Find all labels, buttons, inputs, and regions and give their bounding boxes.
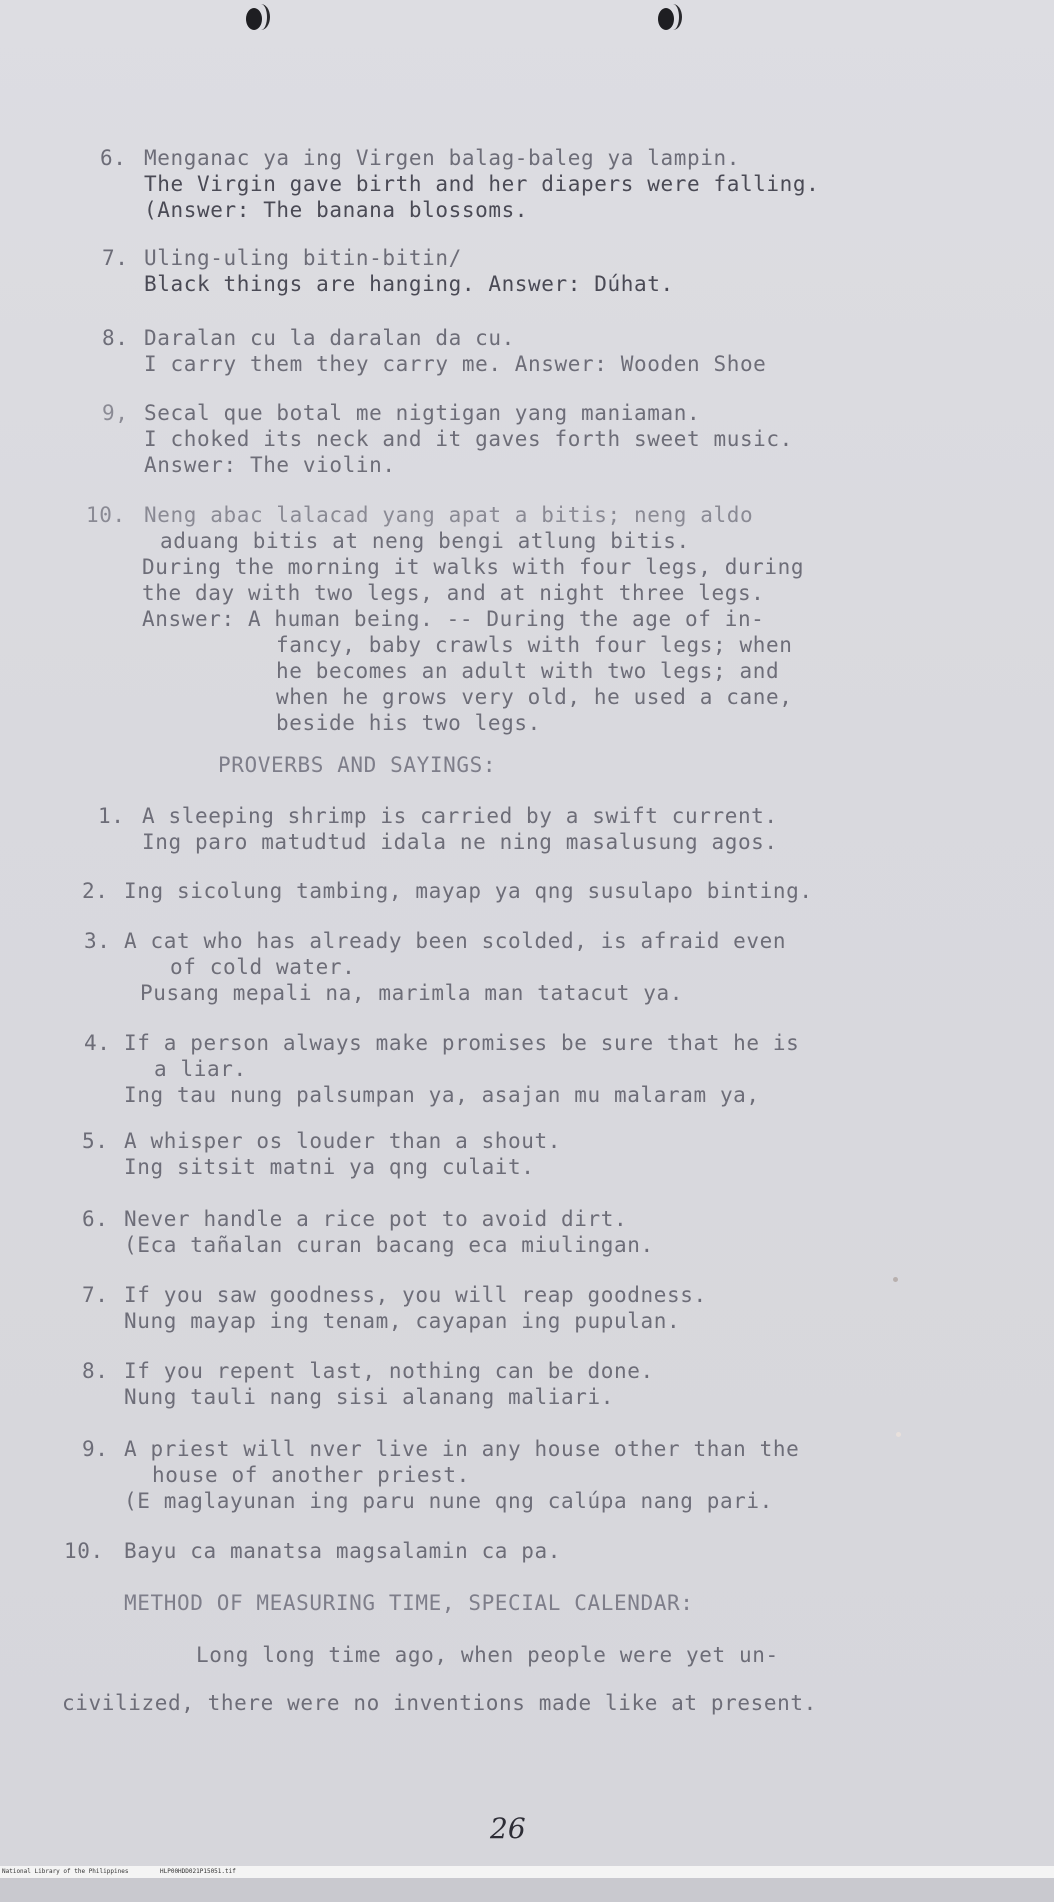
proverb-5-number: 5. [82, 1129, 109, 1153]
paragraph-line-1: Long long time ago, when people were yet un- [196, 1643, 779, 1667]
riddle-8-number: 8. [102, 326, 129, 350]
riddle-7-line-2: Black things are hanging. Answer: Dúhat. [144, 272, 674, 296]
riddle-10-line-9: beside his two legs. [276, 711, 541, 735]
proverb-6-number: 6. [82, 1207, 109, 1231]
proverb-5-line-2: Ing sitsit matni ya qng culait. [124, 1155, 535, 1179]
proverb-5-line-1: A whisper os louder than a shout. [124, 1129, 562, 1153]
proverb-1-line-2: Ing paro matudtud idala ne ning masalusung agos. [142, 830, 778, 854]
proverb-10-number: 10. [64, 1539, 104, 1563]
punch-hole-right [656, 2, 684, 32]
riddle-9-line-3: Answer: The violin. [144, 453, 396, 477]
proverb-8-line-2: Nung tauli nang sisi alanang maliari. [124, 1385, 614, 1409]
proverb-3-number: 3. [84, 929, 111, 953]
riddle-10-line-8: when he grows very old, he used a cane, [276, 685, 793, 709]
proverb-4-line-1: If a person always make promises be sure that he is [124, 1031, 800, 1055]
riddle-8-line-2: I carry them they carry me. Answer: Wooden Shoe [144, 352, 767, 376]
riddle-10-line-5: Answer: A human being. -- During the age of in- [142, 607, 765, 631]
paragraph-line-2: civilized, there were no inventions made like at present. [62, 1691, 817, 1715]
proverb-3-line-3: Pusang mepali na, marimla man tatacut ya. [140, 981, 683, 1005]
riddle-7-number: 7. [102, 246, 129, 270]
proverb-1-line-1: A sleeping shrimp is carried by a swift current. [142, 804, 778, 828]
riddle-7-line-1: Uling-uling bitin-bitin/ [144, 246, 462, 270]
footer-filename: HLP00HDD021P15051.tif [160, 1868, 236, 1875]
proverb-9-line-1: A priest will nver live in any house other than the [124, 1437, 800, 1461]
proverbs-heading: PROVERBS AND SAYINGS: [218, 753, 497, 777]
riddle-10-line-1: Neng abac lalacad yang apat a bitis; neng aldo [144, 503, 754, 527]
method-heading: METHOD OF MEASURING TIME, SPECIAL CALENDAR: [124, 1591, 694, 1615]
riddle-6-line-3: (Answer: The banana blossoms. [144, 198, 529, 222]
proverb-9-line-2: house of another priest. [152, 1463, 470, 1487]
proverb-9-number: 9. [82, 1437, 109, 1461]
riddle-10-line-6: fancy, baby crawls with four legs; when [276, 633, 793, 657]
proverb-6-line-2: (Eca tañalan curan bacang eca miulingan. [124, 1233, 654, 1257]
proverb-1-number: 1. [98, 804, 125, 828]
riddle-9-line-1: Secal que botal me nigtigan yang maniaman. [144, 401, 701, 425]
proverb-7-line-2: Nung mayap ing tenam, cayapan ing pupulan. [124, 1309, 681, 1333]
proverb-4-number: 4. [84, 1031, 111, 1055]
proverb-4-line-3: Ing tau nung palsumpan ya, asajan mu malaram ya, [124, 1083, 760, 1107]
riddle-10-line-7: he becomes an adult with two legs; and [276, 659, 780, 683]
riddle-6-number: 6. [100, 146, 127, 170]
riddle-10-line-2: aduang bitis at neng bengi atlung bitis. [160, 529, 690, 553]
proverb-3-line-1: A cat who has already been scolded, is afraid even [124, 929, 787, 953]
scan-footer [0, 1866, 1054, 1878]
proverb-8-line-1: If you repent last, nothing can be done. [124, 1359, 654, 1383]
paper-speck [896, 1432, 901, 1437]
proverb-7-number: 7. [82, 1283, 109, 1307]
riddle-9-line-2: I choked its neck and it gaves forth sweet music. [144, 427, 793, 451]
riddle-9-number: 9, [102, 401, 129, 425]
proverb-9-line-3: (E maglayunan ing paru nune qng calúpa nang pari. [124, 1489, 773, 1513]
proverb-7-line-1: If you saw goodness, you will reap goodness. [124, 1283, 707, 1307]
riddle-6-line-1: Menganac ya ing Virgen balag-baleg ya lampin. [144, 146, 740, 170]
footer-source: National Library of the Philippines [2, 1868, 129, 1875]
proverb-4-line-2: a liar. [154, 1057, 247, 1081]
proverb-6-line-1: Never handle a rice pot to avoid dirt. [124, 1207, 628, 1231]
proverb-10-line-1: Bayu ca manatsa magsalamin ca pa. [124, 1539, 562, 1563]
punch-hole-left [244, 2, 272, 32]
riddle-10-line-3: During the morning it walks with four legs, during [142, 555, 805, 579]
riddle-6-line-2: The Virgin gave birth and her diapers were falling. [144, 172, 820, 196]
riddle-8-line-1: Daralan cu la daralan da cu. [144, 326, 515, 350]
proverb-2-number: 2. [82, 879, 109, 903]
riddle-10-number: 10. [86, 503, 126, 527]
proverb-2-line-1: Ing sicolung tambing, mayap ya qng susulapo binting. [124, 879, 813, 903]
paper-speck [893, 1277, 898, 1282]
riddle-10-line-4: the day with two legs, and at night three legs. [142, 581, 765, 605]
proverb-8-number: 8. [82, 1359, 109, 1383]
proverb-3-line-2: of cold water. [170, 955, 356, 979]
page-number: 26 [490, 1812, 526, 1845]
